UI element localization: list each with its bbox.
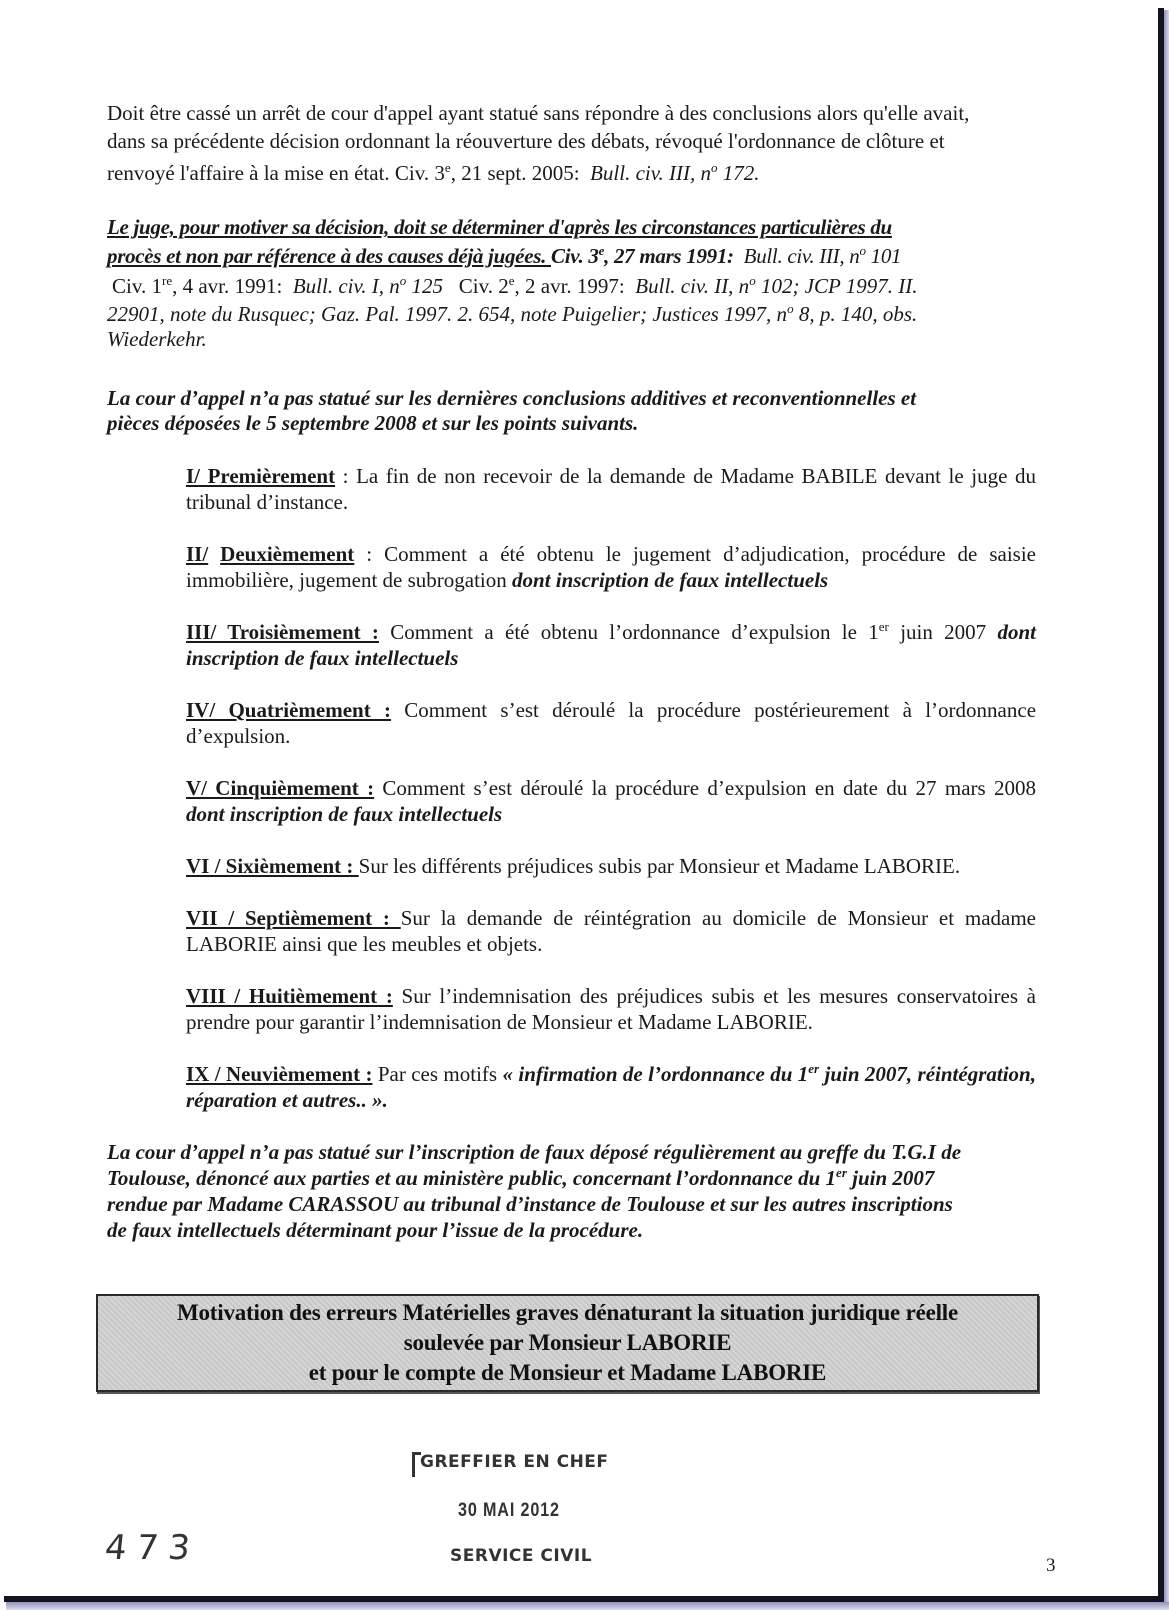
page-shadow-bottom	[6, 1602, 1169, 1610]
paragraph-cassation-line2: dans sa précédente décision ordonnant la réouverture des débats, révoqué l'ordonnance de clôture et	[107, 129, 945, 153]
paragraph-cour-appel-1: La cour d’appel n’a pas statué sur les dernières conclusions additives et reconventionnelles et	[107, 386, 917, 410]
paragraph-cour-appel-1-line2: pièces déposées le 5 septembre 2008 et sur les points suivants.	[107, 411, 639, 435]
point-3: III/ Troisièmement : Comment a été obtenu l’ordonnance d’expulsion le 1er juin 2007 dont inscription de faux intellectuels	[186, 619, 1036, 670]
paragraph-cassation: Doit être cassé un arrêt de cour d'appel ayant statué sans répondre à des conclusions alors qu'elle avait,	[107, 101, 970, 125]
page-number: 3	[1046, 1555, 1056, 1576]
paragraph-juge-line2: procès et non par référence à des causes déjà jugées. Civ. 3e, 27 mars 1991: Bull. civ. III, $n^o$ 101	[107, 243, 902, 268]
stamp-service: SERVICE CIVIL	[450, 1546, 593, 1566]
stamp-date: 30 MAI 2012	[458, 1500, 560, 1521]
paragraph-cour-appel-2-line3: rendue par Madame CARASSOU au tribunal d’instance de Toulouse et sur les autres inscriptions	[107, 1192, 953, 1216]
page-shadow-right	[1164, 10, 1169, 1610]
paragraph-cour-appel-2: La cour d’appel n’a pas statué sur l’inscription de faux déposé régulièrement au greffe du T.G.I de	[107, 1140, 962, 1164]
point-1: I/ Premièrement : La fin de non recevoir de la demande de Madame BABILE devant le juge du tribunal d’instance.	[186, 464, 1036, 514]
section-title-banner	[96, 1294, 1039, 1392]
banner-line-3: et pour le compte de Monsieur et Madame LABORIE	[308, 1360, 827, 1385]
paragraph-juge-line4: 22901, note du Rusquec; Gaz. Pal. 1997. 2. 654, note Puigelier; Justices 1997, $n^o$ 8, p. 140, obs.	[107, 301, 918, 326]
banner-line-1: Motivation des erreurs Matérielles graves dénaturant la situation juridique réelle	[176, 1300, 959, 1325]
stamp-greffier: GREFFIER EN CHEF	[420, 1452, 609, 1472]
paragraph-juge-line5: Wiederkehr.	[107, 327, 207, 351]
banner-line-2: soulevée par Monsieur LABORIE	[403, 1330, 732, 1355]
handwritten-page-number: 473	[102, 1528, 203, 1568]
point-8: VIII / Huitièmement : Sur l’indemnisation des préjudices subis et les mesures conservatoires à prendre pour garantir l’indemnisation de Monsieur et Madame LABORIE.	[186, 984, 1037, 1034]
paragraph-juge-line3: Civ. 1re, 4 avr. 1991: Bull. civ. I, $n^o$ 125 Civ. 2e, 2 avr. 1997: Bull. civ. II, $n^o$ 102; JCP 1997. II.	[112, 273, 918, 298]
paragraph-cour-appel-2-line4: de faux intellectuels déterminant pour l’issue de la procédure.	[107, 1218, 644, 1242]
point-7: VII / Septièmement : Sur la demande de réintégration au domicile de Monsieur et madame LABORIE ainsi que les meubles et objets.	[186, 906, 1037, 956]
paragraph-juge-heading: Le juge, pour motiver sa décision, doit se déterminer d'après les circonstances particulières du	[107, 215, 892, 239]
point-2: II/ Deuxièmement : Comment a été obtenu le jugement d’adjudication, procédure de saisie immobilière, jugement de subrogation dont inscription de faux intellectuels	[186, 542, 1036, 592]
point-9: IX / Neuvièmement : Par ces motifs « infirmation de l’ordonnance du 1er juin 2007, réintégration, réparation et autres.. ».	[186, 1061, 1036, 1112]
point-5: V/ Cinquièmement : Comment s’est déroulé la procédure d’expulsion en date du 27 mars 2008 dont inscription de faux intellectuels	[186, 776, 1036, 826]
paragraph-cassation-line3: renvoyé l'affaire à la mise en état. Civ. 3e, 21 sept. 2005: Bull. civ. III, $n^o$ 172.	[107, 160, 760, 185]
point-6: VI / Sixièmement : Sur les différents préjudices subis par Monsieur et Madame LABORIE.	[186, 854, 961, 878]
paragraph-cour-appel-2-line2: Toulouse, dénoncé aux parties et au ministère public, concernant l’ordonnance du 1er juin 2007	[107, 1165, 935, 1190]
point-4: IV/ Quatrièmement : Comment s’est déroulé la procédure postérieurement à l’ordonnance d’expulsion.	[186, 698, 1037, 748]
